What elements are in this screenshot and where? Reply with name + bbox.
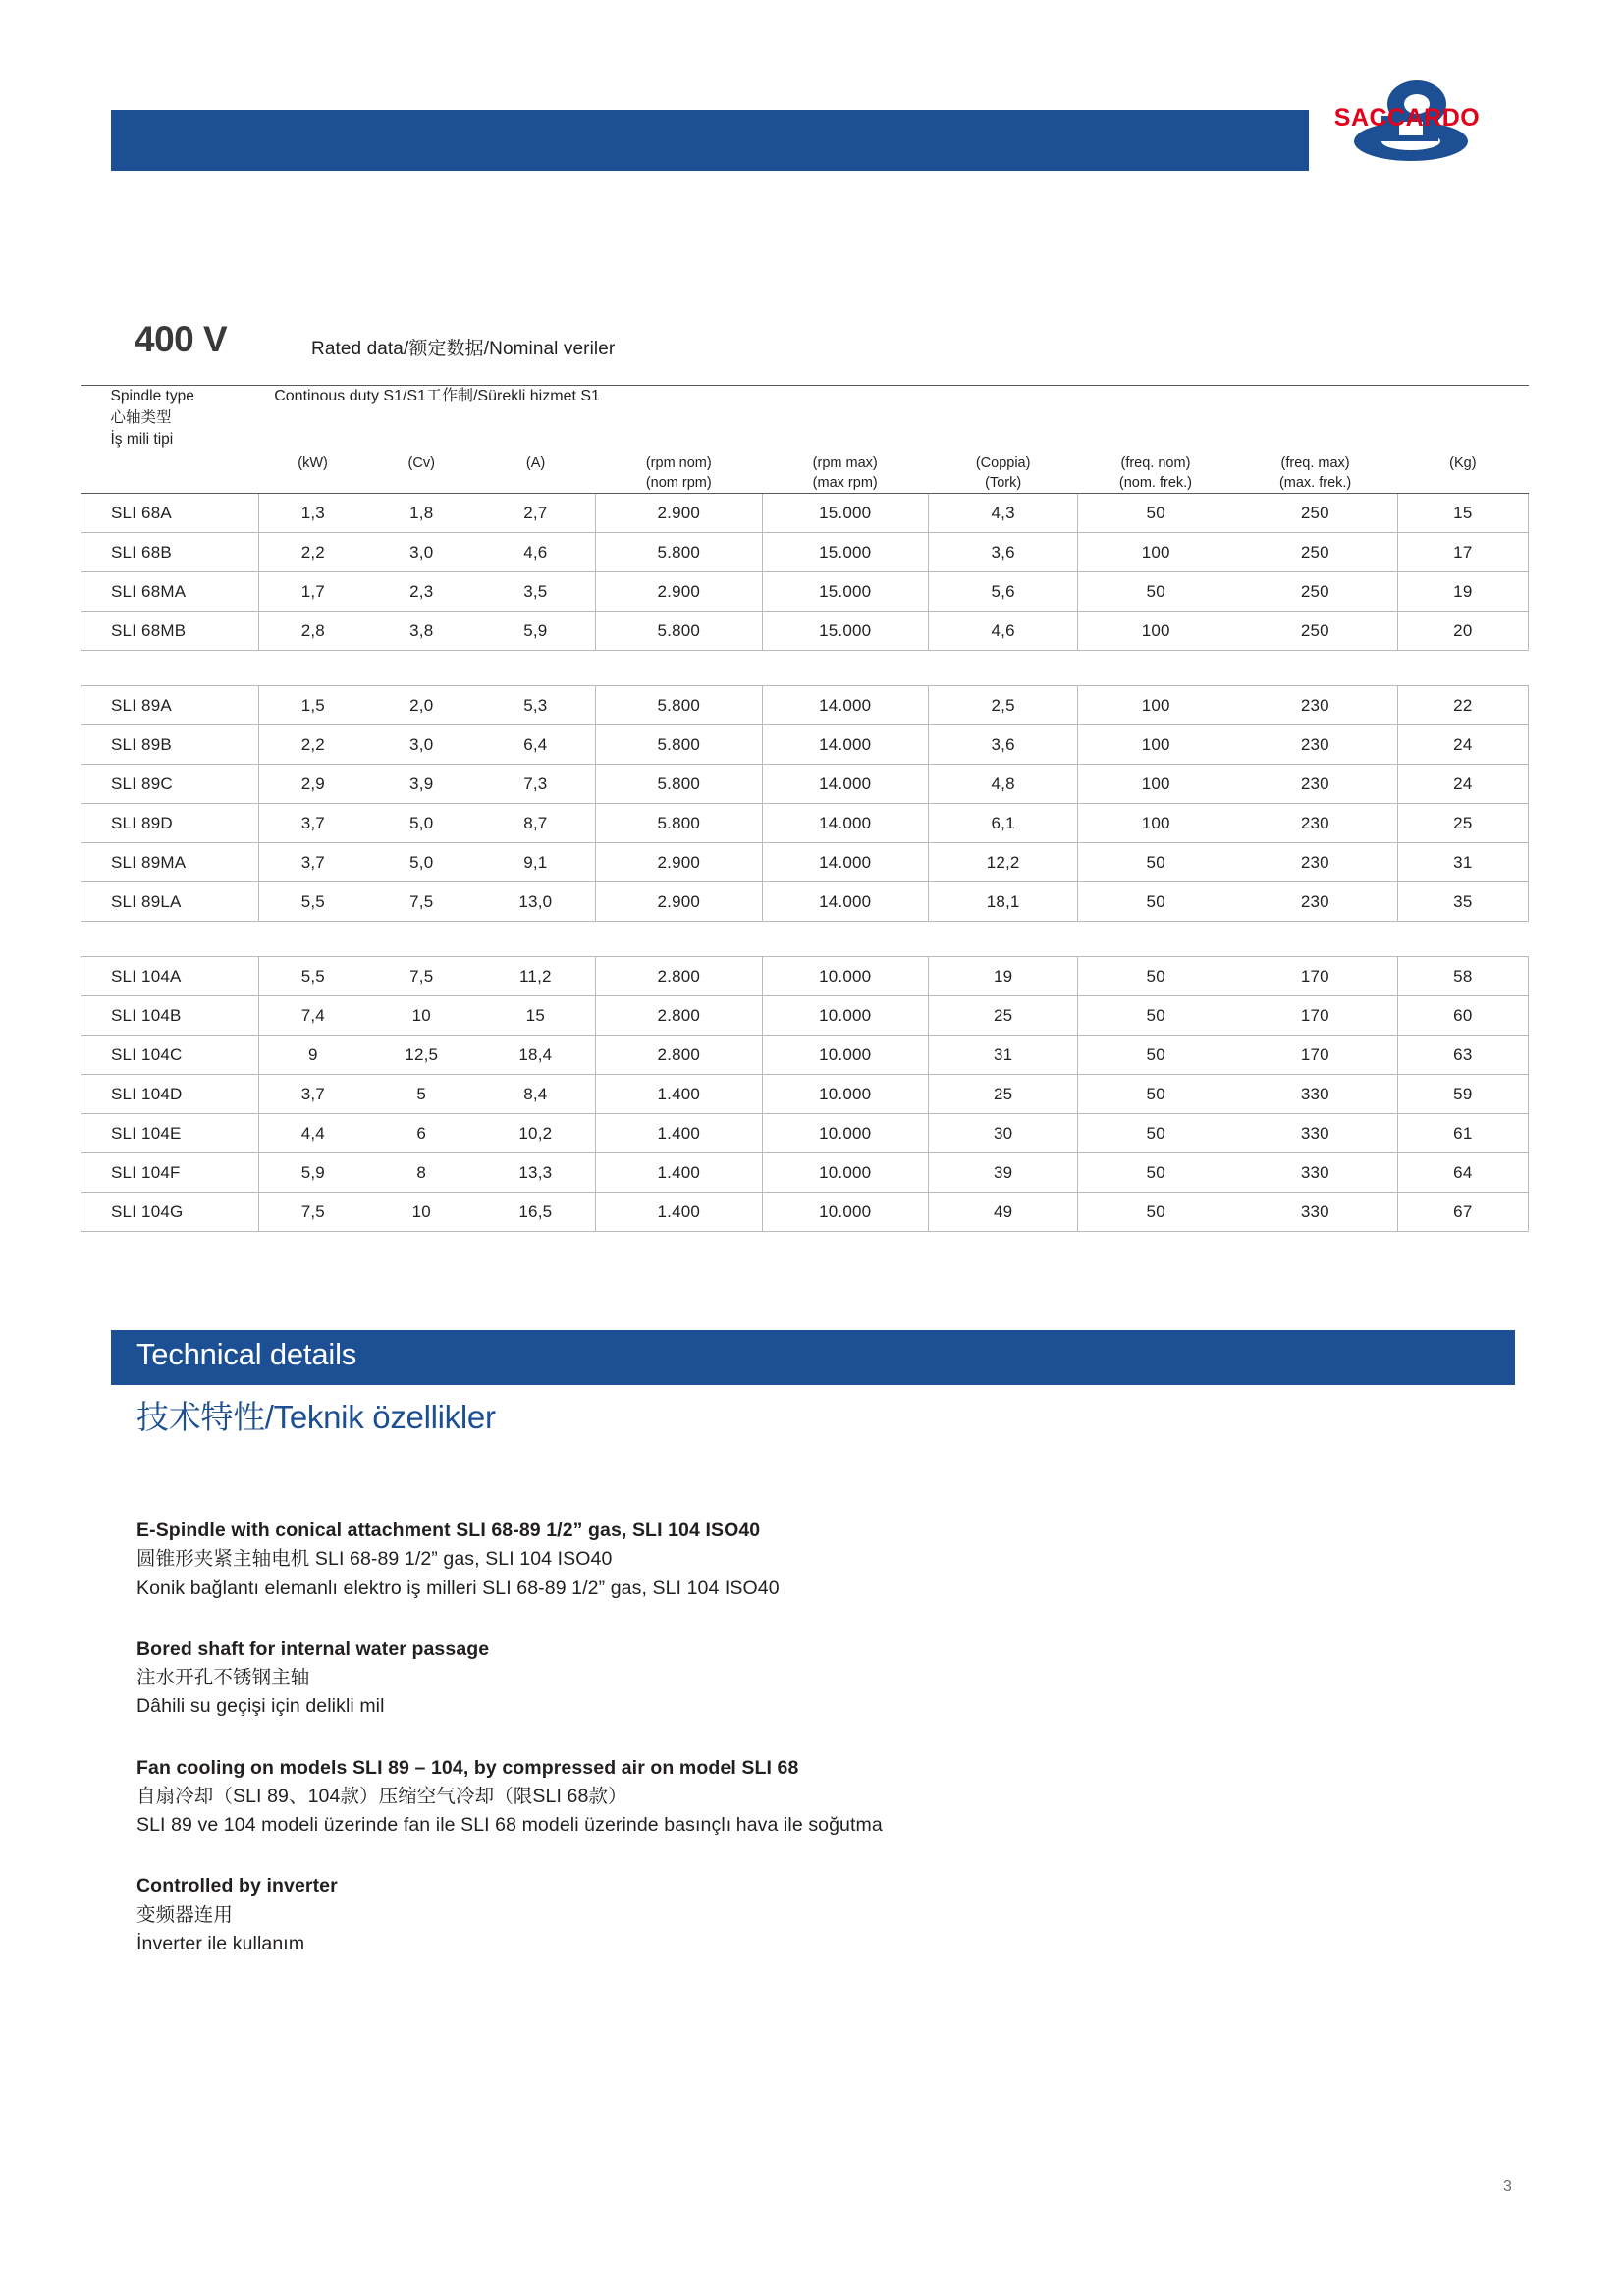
cell-cv: 10 xyxy=(367,996,476,1036)
cell-rpm-nom: 2.900 xyxy=(596,882,762,922)
cell-rpm-max: 15.000 xyxy=(762,533,928,572)
table-row xyxy=(81,494,1529,533)
detail-block xyxy=(136,1754,1364,1841)
table-row xyxy=(81,1193,1529,1232)
row-name: SLI 104C xyxy=(81,1036,259,1075)
cell-freq-nom: 50 xyxy=(1078,996,1233,1036)
cell-rpm-max: 14.000 xyxy=(762,843,928,882)
detail-line-en: Bored shaft for internal water passage xyxy=(136,1637,490,1660)
unit-rpm-max-sub: (max rpm) xyxy=(812,474,878,491)
cell-freq-max: 330 xyxy=(1233,1114,1397,1153)
cell-rpm-max: 14.000 xyxy=(762,804,928,843)
cell-freq-max: 230 xyxy=(1233,686,1397,725)
cell-freq-nom: 100 xyxy=(1078,612,1233,651)
detail-line-zh: 自扇冷却（SLI 89、104款）压缩空气冷却（限SLI 68款） xyxy=(136,1785,627,1807)
cell-torque: 3,6 xyxy=(928,533,1077,572)
cell-rpm-nom: 1.400 xyxy=(596,1075,762,1114)
cell-rpm-nom: 2.900 xyxy=(596,494,762,533)
row-name: SLI 104E xyxy=(81,1114,259,1153)
saccardo-logo xyxy=(1309,77,1515,171)
cell-weight: 35 xyxy=(1397,882,1528,922)
cell-weight: 24 xyxy=(1397,765,1528,804)
cell-a: 11,2 xyxy=(476,957,596,996)
cell-weight: 61 xyxy=(1397,1114,1528,1153)
cell-a: 13,3 xyxy=(476,1153,596,1193)
cell-rpm-max: 10.000 xyxy=(762,1075,928,1114)
row-name: SLI 104B xyxy=(81,996,259,1036)
table-row xyxy=(81,572,1529,612)
cell-a: 3,5 xyxy=(476,572,596,612)
rated-data-label: Rated data/额定数据/Nominal veriler xyxy=(311,339,616,359)
detail-line-tr: Konik bağlantı elemanlı elektro iş milleri SLI 68-89 1/2” gas, SLI 104 ISO40 xyxy=(136,1576,780,1599)
cell-weight: 25 xyxy=(1397,804,1528,843)
row-name: SLI 89MA xyxy=(81,843,259,882)
row-name: SLI 68B xyxy=(81,533,259,572)
cell-cv: 5,0 xyxy=(367,804,476,843)
logo-graphic xyxy=(1309,77,1515,171)
cell-freq-max: 230 xyxy=(1233,804,1397,843)
table-row xyxy=(81,725,1529,765)
unit-a-label: (A) xyxy=(525,455,546,471)
cell-torque: 19 xyxy=(928,957,1077,996)
cell-freq-nom: 100 xyxy=(1078,725,1233,765)
cell-rpm-max: 10.000 xyxy=(762,1153,928,1193)
cell-freq-max: 330 xyxy=(1233,1193,1397,1232)
cell-a: 13,0 xyxy=(476,882,596,922)
cell-a: 15 xyxy=(476,996,596,1036)
cell-freq-max: 170 xyxy=(1233,996,1397,1036)
table-row xyxy=(81,1036,1529,1075)
unit-rpm-nom-label: (rpm nom) xyxy=(645,455,712,471)
cell-freq-max: 230 xyxy=(1233,882,1397,922)
spec-table-wrap xyxy=(81,385,1529,1232)
cell-freq-nom: 100 xyxy=(1078,804,1233,843)
detail-line-zh: 注水开孔不锈钢主轴 xyxy=(136,1667,310,1688)
cell-kw: 5,5 xyxy=(258,882,367,922)
cell-cv: 2,3 xyxy=(367,572,476,612)
cell-rpm-max: 10.000 xyxy=(762,1036,928,1075)
cell-rpm-max: 10.000 xyxy=(762,996,928,1036)
cell-kw: 7,4 xyxy=(258,996,367,1036)
row-name: SLI 104D xyxy=(81,1075,259,1114)
cell-kw: 2,2 xyxy=(258,533,367,572)
cell-torque: 4,8 xyxy=(928,765,1077,804)
detail-line-zh: 圆锥形夹紧主轴电机 SLI 68-89 1/2” gas, SLI 104 ISO40 xyxy=(136,1548,613,1571)
unit-freq-max-sub: (max. frek.) xyxy=(1278,474,1352,491)
table-row xyxy=(81,957,1529,996)
cell-freq-nom: 100 xyxy=(1078,686,1233,725)
cell-a: 5,9 xyxy=(476,612,596,651)
unit-freq-max xyxy=(1233,451,1397,493)
table-row xyxy=(81,765,1529,804)
cell-rpm-nom: 1.400 xyxy=(596,1193,762,1232)
unit-torque-label: (Coppia) xyxy=(975,455,1031,471)
cell-a: 10,2 xyxy=(476,1114,596,1153)
cell-cv: 6 xyxy=(367,1114,476,1153)
spec-table xyxy=(81,385,1529,1232)
cell-freq-nom: 50 xyxy=(1078,1114,1233,1153)
row-name: SLI 89B xyxy=(81,725,259,765)
unit-torque xyxy=(928,451,1077,493)
cell-kw: 5,5 xyxy=(258,957,367,996)
detail-line-tr: SLI 89 ve 104 modeli üzerinde fan ile SLI 68 modeli üzerinde basınçlı hava ile soğutma xyxy=(136,1814,883,1836)
cell-weight: 31 xyxy=(1397,843,1528,882)
unit-rpm-max-label: (rpm max) xyxy=(812,455,878,471)
spindle-type-line-1: Spindle type xyxy=(110,388,194,404)
cell-weight: 20 xyxy=(1397,612,1528,651)
cell-torque: 6,1 xyxy=(928,804,1077,843)
unit-freq-nom-label: (freq. nom) xyxy=(1120,455,1191,471)
cell-freq-nom: 50 xyxy=(1078,882,1233,922)
cell-torque: 3,6 xyxy=(928,725,1077,765)
cell-rpm-max: 10.000 xyxy=(762,1114,928,1153)
cell-kw: 5,9 xyxy=(258,1153,367,1193)
cell-torque: 39 xyxy=(928,1153,1077,1193)
cell-freq-max: 250 xyxy=(1233,612,1397,651)
cell-a: 6,4 xyxy=(476,725,596,765)
cell-kw: 3,7 xyxy=(258,1075,367,1114)
cell-freq-nom: 50 xyxy=(1078,843,1233,882)
table-row xyxy=(81,804,1529,843)
cell-torque: 5,6 xyxy=(928,572,1077,612)
cell-freq-max: 250 xyxy=(1233,494,1397,533)
cell-weight: 60 xyxy=(1397,996,1528,1036)
table-row xyxy=(81,533,1529,572)
table-row xyxy=(81,1153,1529,1193)
cell-cv: 7,5 xyxy=(367,957,476,996)
cell-rpm-nom: 5.800 xyxy=(596,725,762,765)
cell-weight: 58 xyxy=(1397,957,1528,996)
cell-a: 16,5 xyxy=(476,1193,596,1232)
group-spacer xyxy=(81,922,1529,957)
cell-kw: 1,7 xyxy=(258,572,367,612)
detail-block xyxy=(136,1517,1364,1603)
cell-freq-nom: 50 xyxy=(1078,1153,1233,1193)
cell-weight: 19 xyxy=(1397,572,1528,612)
cell-cv: 3,9 xyxy=(367,765,476,804)
cell-kw: 1,5 xyxy=(258,686,367,725)
unit-torque-sub: (Tork) xyxy=(985,474,1022,491)
cell-freq-nom: 50 xyxy=(1078,1075,1233,1114)
cell-rpm-max: 15.000 xyxy=(762,494,928,533)
header-band xyxy=(111,110,1309,171)
cell-rpm-max: 15.000 xyxy=(762,612,928,651)
svg-text:SACCARDO: SACCARDO xyxy=(1333,104,1481,132)
cell-kw: 2,2 xyxy=(258,725,367,765)
cell-rpm-nom: 2.800 xyxy=(596,996,762,1036)
cell-freq-max: 230 xyxy=(1233,843,1397,882)
cell-a: 7,3 xyxy=(476,765,596,804)
cell-kw: 2,8 xyxy=(258,612,367,651)
row-name: SLI 104A xyxy=(81,957,259,996)
cell-kw: 2,9 xyxy=(258,765,367,804)
cell-rpm-nom: 2.800 xyxy=(596,957,762,996)
cell-freq-max: 170 xyxy=(1233,1036,1397,1075)
cell-rpm-max: 14.000 xyxy=(762,882,928,922)
table-row xyxy=(81,843,1529,882)
row-name: SLI 68MB xyxy=(81,612,259,651)
voltage-title: 400 V xyxy=(135,319,228,359)
cell-kw: 9 xyxy=(258,1036,367,1075)
row-name: SLI 104F xyxy=(81,1153,259,1193)
cell-a: 18,4 xyxy=(476,1036,596,1075)
cell-kw: 1,3 xyxy=(258,494,367,533)
table-row xyxy=(81,1114,1529,1153)
row-name: SLI 68A xyxy=(81,494,259,533)
unit-weight-label: (Kg) xyxy=(1449,455,1477,471)
unit-rpm-max xyxy=(762,451,928,493)
cell-rpm-nom: 5.800 xyxy=(596,804,762,843)
duty-header: Continous duty S1/S1工作制/Sürekli hizmet S1 xyxy=(258,386,1528,452)
cell-weight: 15 xyxy=(1397,494,1528,533)
cell-rpm-max: 14.000 xyxy=(762,725,928,765)
row-name: SLI 104G xyxy=(81,1193,259,1232)
spindle-type-line-2: 心轴类型 xyxy=(110,409,172,426)
cell-rpm-max: 14.000 xyxy=(762,686,928,725)
cell-a: 2,7 xyxy=(476,494,596,533)
detail-line-en: Fan cooling on models SLI 89 – 104, by compressed air on model SLI 68 xyxy=(136,1756,799,1779)
cell-torque: 31 xyxy=(928,1036,1077,1075)
spindle-type-header xyxy=(81,386,259,452)
technical-details-subtitle: 技术特性/Teknik özellikler xyxy=(136,1399,496,1435)
table-row xyxy=(81,612,1529,651)
cell-rpm-nom: 2.800 xyxy=(596,1036,762,1075)
cell-weight: 59 xyxy=(1397,1075,1528,1114)
unit-blank xyxy=(81,451,259,493)
cell-torque: 12,2 xyxy=(928,843,1077,882)
cell-a: 5,3 xyxy=(476,686,596,725)
cell-kw: 3,7 xyxy=(258,804,367,843)
unit-weight xyxy=(1397,451,1528,493)
detail-line-tr: İnverter ile kullanım xyxy=(136,1932,305,1954)
cell-freq-max: 170 xyxy=(1233,957,1397,996)
cell-freq-max: 250 xyxy=(1233,572,1397,612)
row-name: SLI 89C xyxy=(81,765,259,804)
unit-kw-label: (kW) xyxy=(298,455,328,471)
cell-a: 8,4 xyxy=(476,1075,596,1114)
cell-torque: 4,6 xyxy=(928,612,1077,651)
cell-weight: 63 xyxy=(1397,1036,1528,1075)
cell-rpm-nom: 5.800 xyxy=(596,765,762,804)
technical-details-title: Technical details xyxy=(136,1337,357,1371)
cell-freq-nom: 50 xyxy=(1078,494,1233,533)
table-row xyxy=(81,686,1529,725)
cell-cv: 7,5 xyxy=(367,882,476,922)
cell-freq-nom: 50 xyxy=(1078,957,1233,996)
cell-torque: 2,5 xyxy=(928,686,1077,725)
detail-line-tr: Dâhili su geçişi için delikli mil xyxy=(136,1695,385,1718)
cell-weight: 64 xyxy=(1397,1153,1528,1193)
cell-a: 4,6 xyxy=(476,533,596,572)
cell-cv: 3,8 xyxy=(367,612,476,651)
detail-line-zh: 变频器连用 xyxy=(136,1903,234,1926)
detail-line-en: E-Spindle with conical attachment SLI 68-89 1/2” gas, SLI 104 ISO40 xyxy=(136,1520,761,1541)
cell-torque: 18,1 xyxy=(928,882,1077,922)
cell-cv: 12,5 xyxy=(367,1036,476,1075)
unit-cv xyxy=(367,451,476,493)
unit-kw xyxy=(258,451,367,493)
cell-freq-max: 230 xyxy=(1233,725,1397,765)
cell-freq-nom: 100 xyxy=(1078,765,1233,804)
cell-freq-max: 330 xyxy=(1233,1075,1397,1114)
detail-block xyxy=(136,1872,1364,1958)
cell-torque: 30 xyxy=(928,1114,1077,1153)
cell-freq-nom: 100 xyxy=(1078,533,1233,572)
cell-cv: 1,8 xyxy=(367,494,476,533)
cell-kw: 4,4 xyxy=(258,1114,367,1153)
cell-rpm-max: 14.000 xyxy=(762,765,928,804)
cell-rpm-max: 15.000 xyxy=(762,572,928,612)
detail-block xyxy=(136,1635,1364,1722)
cell-cv: 8 xyxy=(367,1153,476,1193)
table-row xyxy=(81,882,1529,922)
cell-freq-max: 250 xyxy=(1233,533,1397,572)
cell-rpm-max: 10.000 xyxy=(762,1193,928,1232)
cell-kw: 7,5 xyxy=(258,1193,367,1232)
cell-weight: 22 xyxy=(1397,686,1528,725)
cell-freq-nom: 50 xyxy=(1078,1036,1233,1075)
cell-rpm-nom: 5.800 xyxy=(596,533,762,572)
cell-rpm-nom: 2.900 xyxy=(596,843,762,882)
cell-cv: 5 xyxy=(367,1075,476,1114)
technical-details-band xyxy=(111,1330,1515,1385)
row-name: SLI 89A xyxy=(81,686,259,725)
unit-rpm-nom xyxy=(596,451,762,493)
cell-cv: 3,0 xyxy=(367,725,476,765)
cell-cv: 3,0 xyxy=(367,533,476,572)
cell-a: 9,1 xyxy=(476,843,596,882)
unit-a xyxy=(476,451,596,493)
unit-freq-max-label: (freq. max) xyxy=(1280,455,1350,471)
page-number: 3 xyxy=(1503,2178,1512,2195)
cell-torque: 49 xyxy=(928,1193,1077,1232)
cell-freq-max: 330 xyxy=(1233,1153,1397,1193)
spindle-type-line-3: İş mili tipi xyxy=(110,431,174,448)
unit-rpm-nom-sub: (nom rpm) xyxy=(645,474,712,491)
cell-torque: 25 xyxy=(928,996,1077,1036)
table-header-units xyxy=(81,451,1529,493)
cell-a: 8,7 xyxy=(476,804,596,843)
row-name: SLI 89LA xyxy=(81,882,259,922)
cell-rpm-nom: 1.400 xyxy=(596,1153,762,1193)
unit-freq-nom xyxy=(1078,451,1233,493)
cell-cv: 2,0 xyxy=(367,686,476,725)
cell-rpm-nom: 1.400 xyxy=(596,1114,762,1153)
cell-rpm-nom: 2.900 xyxy=(596,572,762,612)
detail-line-en: Controlled by inverter xyxy=(136,1875,338,1897)
group-spacer xyxy=(81,651,1529,686)
table-row xyxy=(81,1075,1529,1114)
cell-cv: 5,0 xyxy=(367,843,476,882)
cell-rpm-max: 10.000 xyxy=(762,957,928,996)
cell-torque: 25 xyxy=(928,1075,1077,1114)
row-name: SLI 89D xyxy=(81,804,259,843)
cell-freq-max: 230 xyxy=(1233,765,1397,804)
cell-weight: 17 xyxy=(1397,533,1528,572)
cell-kw: 3,7 xyxy=(258,843,367,882)
row-name: SLI 68MA xyxy=(81,572,259,612)
cell-freq-nom: 50 xyxy=(1078,1193,1233,1232)
cell-freq-nom: 50 xyxy=(1078,572,1233,612)
cell-torque: 4,3 xyxy=(928,494,1077,533)
cell-rpm-nom: 5.800 xyxy=(596,686,762,725)
unit-freq-nom-sub: (nom. frek.) xyxy=(1118,474,1193,491)
table-row xyxy=(81,996,1529,1036)
cell-weight: 67 xyxy=(1397,1193,1528,1232)
cell-rpm-nom: 5.800 xyxy=(596,612,762,651)
table-header-top xyxy=(81,386,1529,452)
technical-details-body xyxy=(136,1517,1364,1991)
unit-cv-label: (Cv) xyxy=(407,455,435,471)
cell-weight: 24 xyxy=(1397,725,1528,765)
cell-cv: 10 xyxy=(367,1193,476,1232)
